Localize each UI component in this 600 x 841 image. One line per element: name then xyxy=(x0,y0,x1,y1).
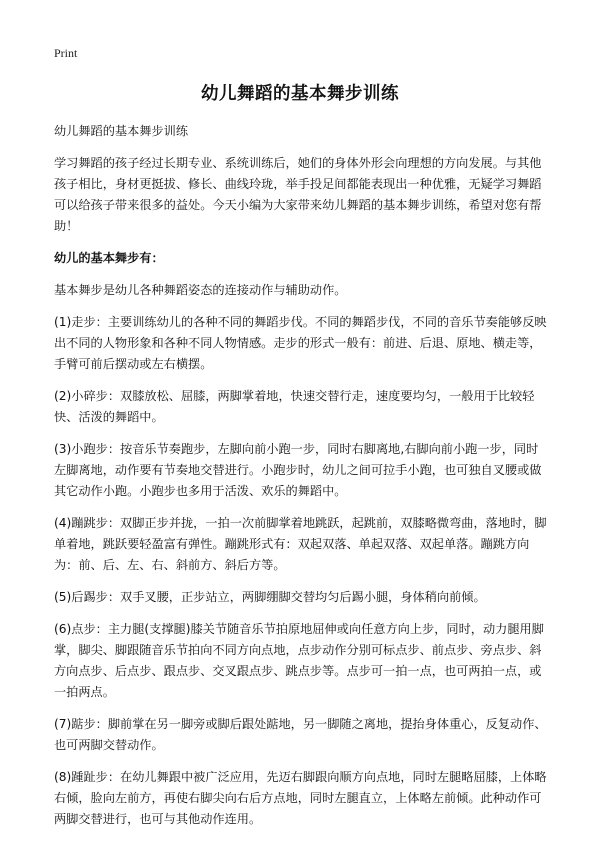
step-item-small-steps: (2)小碎步：双膝放松、屈膝，两脚掌着地，快速交替行走，速度要均匀，一般用于比较轻快、活泼的舞蹈中。 xyxy=(54,389,535,424)
step-item-back-kick: (5)后踢步：双手叉腰，正步站立，两脚绷脚交替均匀后踢小腿，身体稍向前倾。 xyxy=(54,590,486,604)
page-title: 幼儿舞蹈的基本舞步训练 xyxy=(201,84,399,104)
article-body xyxy=(54,121,550,841)
step-item-heel-toe: (8)踵趾步：在幼儿舞跟中被广泛应用，先迈右脚跟向顺方向点地，同时左腿略屈膝，上体略右倾，脸向左前方，再使右脚尖向右后方点地，同时左腿直立，上体略左前倾。此种动作可两脚交替进行，也可与其他动作连用。 xyxy=(54,770,547,826)
print-link[interactable]: Print xyxy=(54,46,78,60)
intro-paragraph: 学习舞蹈的孩子经过长期专业、系统训练后，她们的身体外形会向理想的方向发展。与其他孩子相比，身材更挺拔、修长、曲线玲珑，举手投足间都能表现出一种优雅，无疑学习舞蹈可以给孩子带来很多的益处。今天小编为大家带来幼儿舞蹈的基本舞步训练，希望对您有帮助！ xyxy=(54,156,542,233)
section-heading: 幼儿的基本舞步有： xyxy=(54,251,164,265)
step-item-small-run: (3)小跑步：按音乐节奏跑步，左脚向前小跑一步，同时右脚离地,右脚向前小跑一步，同时左脚离地，动作要有节奏地交替进行。小跑步时，幼儿之间可拉手小跑，也可独自叉腰或做其它动作小跑。小跑步也多用于活泼、欢乐的舞蹈中。 xyxy=(54,442,542,498)
article-subtitle: 幼儿舞蹈的基本舞步训练 xyxy=(54,124,189,138)
section-intro-paragraph: 基本舞步是幼儿各种舞蹈姿态的连接动作与辅助动作。 xyxy=(54,283,347,297)
step-item-hop: (4)蹦跳步：双脚正步并拢，一拍一次前脚掌着地跳跃，起跳前，双膝略微弯曲，落地时，脚单着地，跳跃要轻盈富有弹性。蹦跳形式有：双起双落、单起双落、双起单落。蹦跳方向为：前、后、左、右、斜前方、斜后方等。 xyxy=(54,516,547,572)
step-item-tiptoe: (7)踮步：脚前掌在另一脚旁或脚后跟处踮地，另一脚随之离地，提抬身体重心，反复动作、也可两脚交替动作。 xyxy=(54,717,547,752)
step-item-walk: (1)走步：主要训练幼儿的各种不同的舞蹈步伐。不同的舞蹈步伐，不同的音乐节奏能够反映出不同的人物形象和各种不同人物情感。走步的形式一般有：前进、后退、原地、横走等，手臂可前后摆动或左右横摆。 xyxy=(54,315,547,371)
step-item-point: (6)点步：主力腿(支撑腿)膝关节随音乐节拍原地屈伸或向任意方向上步，同时，动力腿用脚掌，脚尖、脚跟随音乐节拍向不同方向点地，点步动作分别可标点步、前点步、旁点步、斜方向点步、后点步、跟点步、交叉跟点步、跳点步等。点步可一拍一点，也可两拍一点，或一拍两点。 xyxy=(54,622,544,699)
